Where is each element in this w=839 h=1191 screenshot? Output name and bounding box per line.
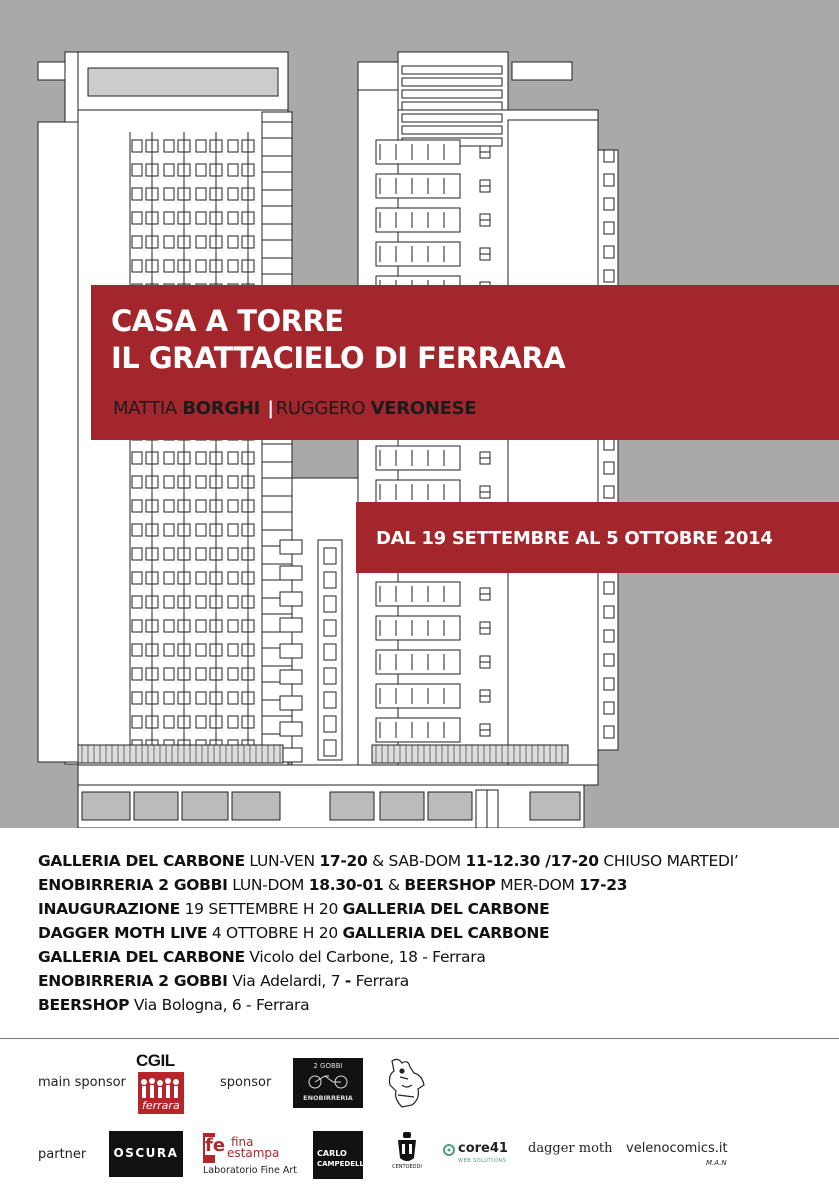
connector-window (280, 644, 302, 658)
window (228, 572, 238, 584)
text: - (344, 972, 352, 990)
fina-sub-text: Laboratorio Fine Art (203, 1165, 298, 1176)
podium-band (372, 745, 568, 763)
roof-slab (88, 68, 278, 96)
window (228, 212, 238, 224)
text: MER-DOM (495, 876, 580, 894)
window (196, 212, 206, 224)
window (228, 620, 238, 632)
campedelli-text: CAMPEDELLI (317, 1160, 367, 1168)
date-range: DAL 19 SETTEMBRE AL 5 OTTOBRE 2014 (376, 528, 773, 549)
window (228, 524, 238, 536)
address: Vicolo del Carbone, 18 - Ferrara (244, 948, 486, 966)
window (228, 188, 238, 200)
venue-name: GALLERIA DEL CARBONE (342, 924, 550, 942)
window (228, 500, 238, 512)
balcony-window (376, 208, 460, 232)
text: & (383, 876, 405, 894)
balcony (262, 496, 292, 512)
balcony (262, 224, 292, 240)
shopfront (232, 792, 280, 820)
address: Ferrara (351, 972, 410, 990)
shopfront (182, 792, 228, 820)
window (196, 668, 206, 680)
estampa-text: estampa (227, 1146, 280, 1160)
balcony-window (376, 616, 460, 640)
window (196, 188, 206, 200)
info-row-address-galleria (38, 945, 739, 969)
window (196, 548, 206, 560)
crown-slat (402, 126, 502, 134)
window (196, 644, 206, 656)
window (164, 548, 174, 560)
window (228, 236, 238, 248)
stair-window (324, 692, 336, 708)
fina-text: fina (231, 1135, 254, 1149)
mascot-icon (384, 1055, 430, 1111)
balcony (262, 462, 292, 478)
velenocomics-logo (626, 1141, 736, 1171)
oscura-logo (109, 1131, 183, 1177)
venue-name: ENOBIRRERIA 2 GOBBI (38, 876, 228, 894)
balcony (262, 190, 292, 206)
roof-box (512, 62, 572, 80)
window (196, 524, 206, 536)
window (164, 644, 174, 656)
stair-window (324, 596, 336, 612)
connector-window (280, 592, 302, 606)
window (196, 692, 206, 704)
text: LUN-VEN (244, 852, 320, 870)
partner-label: partner (38, 1147, 87, 1162)
fina-estampa-logo (203, 1133, 297, 1177)
window (132, 668, 142, 680)
hours: 18.30-01 (308, 876, 384, 894)
balcony-window (376, 480, 460, 504)
authors-line (113, 398, 476, 419)
crown-slat (402, 66, 502, 74)
window (196, 500, 206, 512)
due-gobbi-logo (293, 1058, 363, 1108)
core41-logo (442, 1142, 512, 1168)
info-row-hours-galleria (38, 849, 739, 873)
window (228, 548, 238, 560)
window (164, 140, 174, 152)
info-row-hours-enobirreria (38, 873, 739, 897)
stair-window (324, 716, 336, 732)
text: 4 OTTOBRE H 20 (207, 924, 343, 942)
hours: 11-12.30 /17-20 (465, 852, 599, 870)
window (228, 140, 238, 152)
crest-icon (390, 1130, 424, 1164)
window (196, 140, 206, 152)
window (164, 260, 174, 272)
window (164, 596, 174, 608)
window (228, 260, 238, 272)
window (132, 212, 142, 224)
author-1-last: BORGHI (182, 398, 260, 419)
window (132, 692, 142, 704)
venue-name: ENOBIRRERIA 2 GOBBI (38, 972, 228, 990)
info-row-address-enobirreria (38, 969, 739, 993)
window (132, 716, 142, 728)
shopfront (530, 792, 580, 820)
window (196, 596, 206, 608)
window (604, 222, 614, 234)
connector-window (280, 722, 302, 736)
stair-window (324, 620, 336, 636)
window (164, 188, 174, 200)
centoeddi-logo (390, 1130, 424, 1178)
hours: 17-23 (579, 876, 628, 894)
dagger-moth-logo: dagger moth (528, 1141, 613, 1156)
venue-name: BEERSHOP (38, 996, 130, 1014)
window (164, 692, 174, 704)
shopfront (134, 792, 178, 820)
cgil-crowd-icon (138, 1076, 184, 1100)
window (604, 150, 614, 162)
window (604, 486, 614, 498)
window (132, 164, 142, 176)
info-row-address-beershop (38, 993, 739, 1017)
window (164, 524, 174, 536)
window (164, 572, 174, 584)
address: Via Bologna, 6 - Ferrara (129, 996, 310, 1014)
podium-band (78, 745, 283, 763)
mascot-logo (384, 1055, 430, 1111)
carlo-campedelli-logo (313, 1131, 367, 1179)
cgil-logo-box (138, 1072, 184, 1114)
crown-slat (402, 78, 502, 86)
right-tower-right-block (508, 120, 598, 770)
window (164, 212, 174, 224)
window (604, 654, 614, 666)
info-row-dagger-moth (38, 921, 739, 945)
window (604, 678, 614, 690)
stair-window (324, 668, 336, 684)
main-sponsor-label: main sponsor (38, 1075, 126, 1090)
crown-slat (402, 114, 502, 122)
address: Via Adelardi, 7 (227, 972, 345, 990)
fe-mark: fe (205, 1135, 226, 1156)
stair-window (324, 548, 336, 564)
window (164, 716, 174, 728)
window (196, 572, 206, 584)
window (132, 548, 142, 560)
connector-window (280, 540, 302, 554)
window (132, 188, 142, 200)
window (164, 620, 174, 632)
window (228, 692, 238, 704)
info-block (38, 849, 739, 1017)
velenocomics-sub: M.A.N (706, 1159, 727, 1167)
window (132, 524, 142, 536)
window (604, 174, 614, 186)
connector-window (280, 566, 302, 580)
window (164, 236, 174, 248)
balcony-window (376, 718, 460, 742)
cgil-logo-subtext: ferrara (142, 1099, 180, 1112)
window (604, 462, 614, 474)
hours: 17-20 (319, 852, 368, 870)
window (132, 236, 142, 248)
connector-window (280, 696, 302, 710)
window (604, 702, 614, 714)
window (228, 476, 238, 488)
author-1-first: MATTIA (113, 398, 177, 419)
window (228, 452, 238, 464)
window (196, 164, 206, 176)
balcony-window (376, 684, 460, 708)
cgil-logo-text: CGIL (136, 1051, 175, 1070)
venue-name: BEERSHOP (404, 876, 496, 894)
window (164, 500, 174, 512)
window (164, 164, 174, 176)
window (196, 476, 206, 488)
window (604, 606, 614, 618)
author-2-last: VERONESE (370, 398, 477, 419)
divider (0, 1038, 839, 1039)
window (228, 668, 238, 680)
stair-window (324, 572, 336, 588)
window (132, 620, 142, 632)
shopfront (428, 792, 472, 820)
venue-name: GALLERIA DEL CARBONE (38, 948, 245, 966)
balcony (262, 122, 292, 138)
window (196, 236, 206, 248)
event-name: INAUGURAZIONE (38, 900, 180, 918)
right-tower-top-left (358, 62, 400, 92)
info-row-inaugurazione (38, 897, 739, 921)
core41-sub: WEB SOLUTIONS (458, 1158, 507, 1164)
window (132, 572, 142, 584)
window (604, 726, 614, 738)
connector-window (280, 670, 302, 684)
core41-circle-icon (442, 1143, 456, 1157)
window (604, 198, 614, 210)
text: & SAB-DOM (367, 852, 466, 870)
bicycle-icon (293, 1072, 363, 1092)
window (228, 716, 238, 728)
text: CHIUSO MARTEDI’ (598, 852, 739, 870)
balcony-window (376, 446, 460, 470)
ground-canopy (78, 765, 598, 785)
venue-name: GALLERIA DEL CARBONE (342, 900, 550, 918)
text: LUN-DOM (227, 876, 309, 894)
title-line-1: CASA A TORRE (111, 304, 344, 338)
window (196, 716, 206, 728)
window (132, 260, 142, 272)
author-2-first: RUGGERO (275, 398, 366, 419)
balcony-window (376, 242, 460, 266)
author-separator: | (267, 398, 274, 419)
window (196, 452, 206, 464)
balcony-window (376, 582, 460, 606)
balcony-window (376, 174, 460, 198)
text: 19 SETTEMBRE H 20 (179, 900, 343, 918)
event-name: DAGGER MOTH LIVE (38, 924, 208, 942)
core41-text: core41 (458, 1141, 508, 1156)
window (164, 452, 174, 464)
shopfront (330, 792, 374, 820)
window (132, 596, 142, 608)
oscura-logo-text: OSCURA (113, 1146, 179, 1160)
window (228, 644, 238, 656)
date-banner (356, 502, 839, 573)
window (196, 620, 206, 632)
balcony-window (376, 650, 460, 674)
window (132, 140, 142, 152)
window (604, 582, 614, 594)
venue-name: GALLERIA DEL CARBONE (38, 852, 245, 870)
window (132, 452, 142, 464)
window (164, 476, 174, 488)
window (604, 630, 614, 642)
carlo-text: CARLO (317, 1149, 347, 1158)
balcony (262, 156, 292, 172)
window (196, 260, 206, 272)
window (164, 668, 174, 680)
balcony (262, 258, 292, 274)
stair-window (324, 740, 336, 756)
window (132, 644, 142, 656)
connector-window (280, 618, 302, 632)
window (228, 164, 238, 176)
left-tower-side (38, 122, 78, 762)
crown-slat (402, 90, 502, 98)
balcony-window (376, 140, 460, 164)
shopfront (380, 792, 424, 820)
due-gobbi-logo-top: 2 GOBBI (313, 1062, 343, 1070)
window (228, 596, 238, 608)
shopfront (82, 792, 130, 820)
window (604, 270, 614, 282)
sponsor-label: sponsor (220, 1075, 272, 1090)
velenocomics-text: velenocomics.it (626, 1141, 728, 1156)
cgil-logo (136, 1052, 186, 1114)
title-line-2: IL GRATTACIELO DI FERRARA (111, 341, 566, 375)
window (132, 476, 142, 488)
crown-slat (402, 102, 502, 110)
window (132, 500, 142, 512)
centoeddi-text: CENTOEDDI (392, 1164, 422, 1170)
title-banner (91, 285, 839, 440)
stair-window (324, 644, 336, 660)
window (604, 246, 614, 258)
due-gobbi-logo-sub: ENOBIRRERIA (303, 1094, 353, 1102)
